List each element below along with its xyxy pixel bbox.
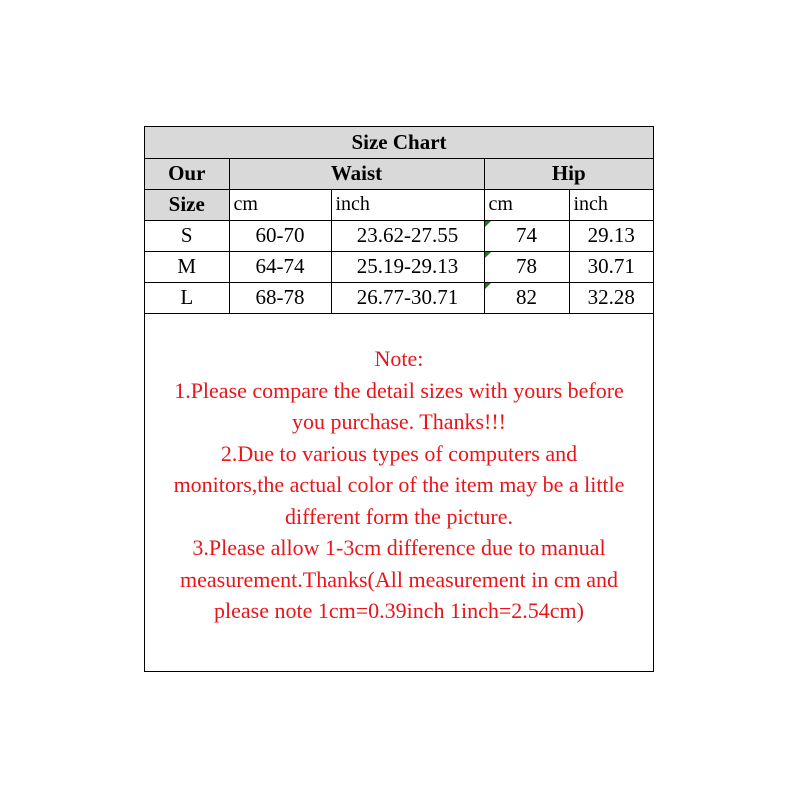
our-size-header-bottom: Size (145, 189, 229, 220)
title-row (145, 127, 653, 158)
note-block (145, 343, 653, 627)
size-chart (144, 126, 654, 672)
waist-cm-cell: 60-70 (229, 220, 331, 251)
note-line: please note 1cm=0.39inch 1inch=2.54cm) (214, 598, 584, 623)
hip-inch-cell: 32.28 (569, 282, 653, 313)
note-line: monitors,the actual color of the item may be a little (173, 472, 625, 497)
waist-inch-cell: 26.77-30.71 (331, 282, 484, 313)
hip-inch-cell: 30.71 (569, 251, 653, 282)
hip-cm-cell: 82 (484, 282, 569, 313)
note-line: measurement.Thanks(All measurement in cm and (179, 566, 619, 592)
size-table (145, 127, 653, 314)
size-cell: L (145, 282, 229, 313)
note-line: 3.Please allow 1-3cm difference due to manual (192, 535, 606, 560)
table-row (145, 220, 653, 251)
note-line: you purchase. Thanks!!! (291, 409, 507, 434)
waist-cm-cell: 68-78 (229, 282, 331, 313)
chart-title: Size Chart (145, 127, 653, 158)
header-row (145, 158, 653, 189)
waist-cm-cell: 64-74 (229, 251, 331, 282)
note-line: 1.Please compare the detail sizes with yours before (174, 377, 624, 403)
unit-row (145, 189, 653, 220)
table-row (145, 282, 653, 313)
waist-cm-unit: cm (229, 189, 331, 220)
hip-inch-unit: inch (569, 189, 653, 220)
note-line: 2.Due to various types of computers and (220, 440, 578, 466)
hip-inch-cell: 29.13 (569, 220, 653, 251)
waist-inch-cell: 25.19-29.13 (331, 251, 484, 282)
note-line: different form the picture. (284, 503, 514, 529)
waist-header: Waist (229, 158, 484, 189)
hip-cm-unit: cm (484, 189, 569, 220)
hip-cm-cell: 78 (484, 251, 569, 282)
our-size-header-top: Our (145, 158, 229, 189)
size-cell: S (145, 220, 229, 251)
note-heading: Note: (374, 346, 424, 371)
size-cell: M (145, 251, 229, 282)
waist-inch-cell: 23.62-27.55 (331, 220, 484, 251)
hip-header: Hip (484, 158, 653, 189)
table-row (145, 251, 653, 282)
hip-cm-cell: 74 (484, 220, 569, 251)
waist-inch-unit: inch (331, 189, 484, 220)
